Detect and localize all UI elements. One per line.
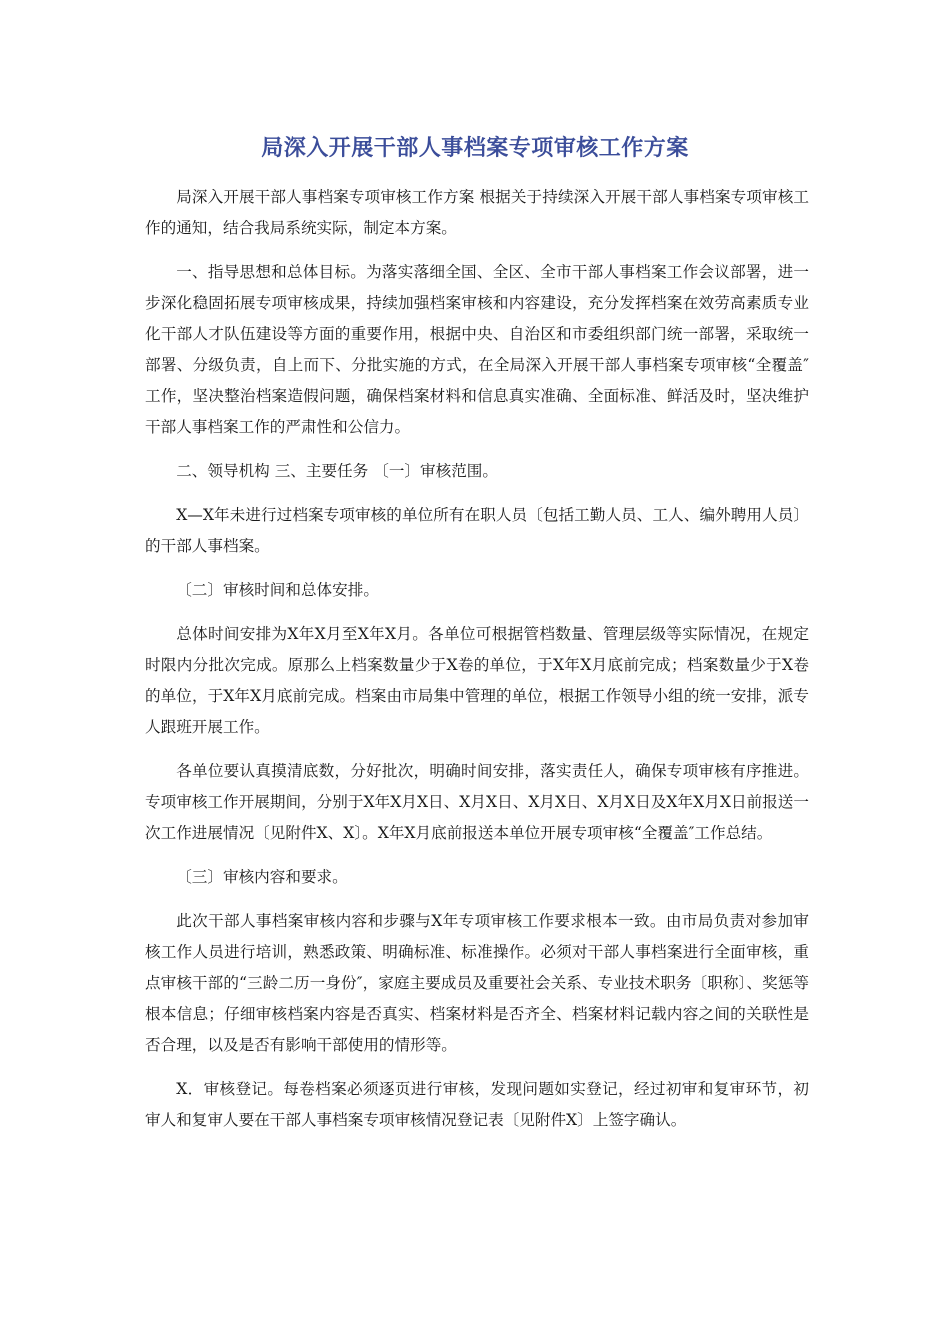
- paragraph-schedule: 总体时间安排为X年X月至X年X月。各单位可根据管档数量、管理层级等实际情况，在规定时限内分批次完成。原那么上档案数量少于X卷的单位，于X年X月底前完成；档案数量少于X卷的单位，于X年X月底前完成。档案由市局集中管理的单位，根据工作领导小组的统一安排，派专人跟班开展工作。: [145, 625, 809, 736]
- paragraph-registration: X．审核登记。每卷档案必须逐页进行审核，发现问题如实登记，经过初审和复审环节，初审人和复审人要在干部人事档案专项审核情况登记表〔见附件X〕上签字确认。: [145, 1080, 809, 1129]
- document-body: [145, 182, 809, 1149]
- paragraph-guiding-thought: 一、指导思想和总体目标。为落实落细全国、全区、全市干部人事档案工作会议部署，进一步深化稳固拓展专项审核成果，持续加强档案审核和内容建设，充分发挥档案在效劳高素质专业化干部人才队伍建设等方面的重要作用，根据中央、自治区和市委组织部门统一部署，采取统一部署、分级负责，自上而下、分批实施的方式，在全局深入开展干部人事档案专项审核“全覆盖″工作，坚决整治档案造假问题，确保档案材料和信息真实准确、全面标准、鲜活及时，坚决维护干部人事档案工作的严肃性和公信力。: [145, 263, 809, 436]
- paragraph-heading-content: 〔三〕审核内容和要求。: [176, 868, 348, 886]
- paragraph-scope: X—X年未进行过档案专项审核的单位所有在职人员〔包括工勤人员、工人、编外聘用人员〕的干部人事档案。: [145, 506, 809, 555]
- document-title: 局深入开展干部人事档案专项审核工作方案: [261, 136, 689, 161]
- paragraph-content-requirements: 此次干部人事档案审核内容和步骤与X年专项审核工作要求根本一致。由市局负责对参加审核工作人员进行培训，熟悉政策、明确标准、标准操作。必须对干部人事档案进行全面审核，重点审核干部的“三龄二历一身份″，家庭主要成员及重要社会关系、专业技术职务〔职称〕、奖惩等根本信息；仔细审核档案内容是否真实、档案材料是否齐全、档案材料记载内容之间的关联性是否合理，以及是否有影响干部使用的情形等。: [145, 912, 809, 1054]
- paragraph-intro: 局深入开展干部人事档案专项审核工作方案 根据关于持续深入开展干部人事档案专项审核工作的通知，结合我局系统实际，制定本方案。: [145, 188, 809, 237]
- paragraph-heading-schedule: 〔二〕审核时间和总体安排。: [176, 581, 379, 599]
- paragraph-progress-reporting: 各单位要认真摸清底数，分好批次，明确时间安排，落实责任人，确保专项审核有序推进。专项审核工作开展期间，分别于X年X月X日、X月X日、X月X日、X月X日及X年X月X日前报送一次工作进展情况〔见附件X、X〕。X年X月底前报送本单位开展专项审核“全覆盖″工作总结。: [145, 762, 809, 842]
- paragraph-section-headings: 二、领导机构 三、主要任务 〔一〕审核范围。: [176, 462, 498, 480]
